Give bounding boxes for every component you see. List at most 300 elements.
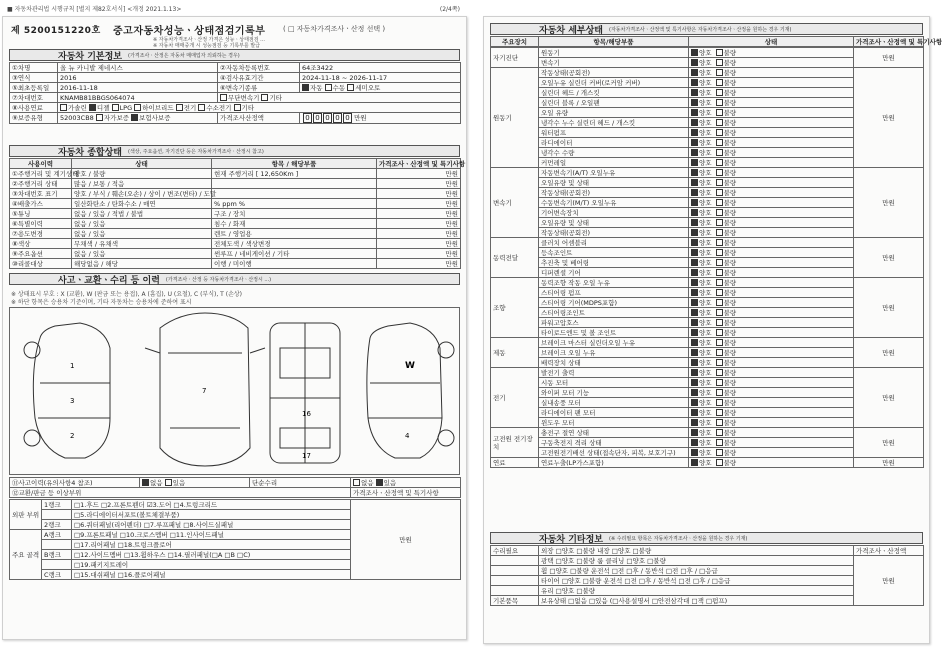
detail-header: 가격조사ㆍ산정액 및 특기사항 xyxy=(854,37,924,47)
state-option: 양호 xyxy=(699,128,712,137)
state-option: 양호 xyxy=(699,418,712,427)
checkbox-icon[interactable] xyxy=(691,139,698,146)
checkbox-icon[interactable] xyxy=(716,199,723,206)
checkbox-icon[interactable] xyxy=(716,99,723,106)
detail-state xyxy=(689,398,854,408)
gearbox-options-2 xyxy=(218,93,461,103)
fuel-option: 전기 xyxy=(183,103,197,112)
checkbox-icon[interactable] xyxy=(176,104,183,111)
state-option: 양호 xyxy=(699,48,712,57)
state-option: 양호 xyxy=(699,178,712,187)
detail-item: 브레이크 마스터 실린더오일 누유 xyxy=(539,338,689,348)
checkbox-icon[interactable] xyxy=(716,149,723,156)
general-row-extra: 만원 xyxy=(377,219,461,229)
state-option: 양호 xyxy=(699,68,712,77)
general-row-value xyxy=(212,189,377,199)
checkbox-icon[interactable] xyxy=(716,349,723,356)
part-number-label: 4 xyxy=(405,432,410,440)
state-option: 불량 xyxy=(723,318,737,327)
fuel-option: 하이브리드 xyxy=(142,103,174,112)
price-digit: 0 xyxy=(313,113,322,123)
checkbox-icon[interactable] xyxy=(691,269,698,276)
detail-state xyxy=(689,428,854,438)
checkbox-icon[interactable] xyxy=(716,249,723,256)
state-option: 양호 xyxy=(699,208,712,217)
checkbox-icon[interactable] xyxy=(691,379,698,386)
detail-state xyxy=(689,298,854,308)
car-name-text: 올 뉴 카니발 xyxy=(60,63,96,72)
state-option: 불량 xyxy=(723,398,737,407)
first-reg-label: ⑤최초등록일 xyxy=(10,83,58,93)
state-option: 불량 xyxy=(723,348,737,357)
part-number-label: 7 xyxy=(202,387,207,395)
checkbox-icon[interactable] xyxy=(691,119,698,126)
detail-state xyxy=(689,238,854,248)
checkbox-icon[interactable] xyxy=(691,189,698,196)
checkbox-icon[interactable] xyxy=(691,289,698,296)
checkbox-icon[interactable] xyxy=(716,309,723,316)
checkbox-icon[interactable] xyxy=(691,169,698,176)
checkbox-icon[interactable] xyxy=(691,129,698,136)
detail-state xyxy=(689,178,854,188)
checkbox-icon[interactable] xyxy=(325,84,332,91)
checkbox-icon[interactable] xyxy=(261,94,268,101)
checkbox-icon[interactable] xyxy=(716,409,723,416)
detail-item: 커먼레일 xyxy=(539,158,689,168)
checkbox-icon[interactable] xyxy=(691,79,698,86)
state-option: 불량 xyxy=(723,448,737,457)
reg-no-value: 64조3422 xyxy=(300,63,461,73)
checkbox-icon[interactable] xyxy=(716,439,723,446)
checkbox-icon[interactable] xyxy=(691,279,698,286)
checkbox-icon[interactable] xyxy=(691,429,698,436)
detail-state xyxy=(689,458,854,468)
checkbox-icon[interactable] xyxy=(234,104,241,111)
section-basic-title: 자동차 기본정보 xyxy=(58,51,122,62)
detail-group-name: 고전원 전기장치 xyxy=(491,428,539,458)
checkbox-icon[interactable] xyxy=(142,479,149,486)
general-row-state: 없음 / 있음 xyxy=(72,219,212,229)
checkbox-icon[interactable] xyxy=(691,329,698,336)
state-option: 양호 xyxy=(699,228,712,237)
general-header: 항목 / 해당부품 xyxy=(212,159,377,169)
acc-items: □15.대쉬패널 □16.플로어패널 xyxy=(72,570,351,580)
acc-rank: 1랭크 xyxy=(42,500,72,510)
checkbox-icon[interactable] xyxy=(716,419,723,426)
checkbox-icon[interactable] xyxy=(302,84,309,91)
vin-value: KNAMB81BBGS064074 xyxy=(58,93,218,103)
checkbox-icon[interactable] xyxy=(691,179,698,186)
checkbox-icon[interactable] xyxy=(198,104,205,111)
checkbox-icon[interactable] xyxy=(691,359,698,366)
state-option: 불량 xyxy=(723,88,737,97)
car-diagram xyxy=(10,308,459,474)
general-row-state: 양호 / 부식 / 훼손(오손) / 상이 / 변조(변타) / 도말 xyxy=(72,189,212,199)
checkbox-icon[interactable] xyxy=(716,239,723,246)
state-option: 양호 xyxy=(699,388,712,397)
detail-row xyxy=(491,458,924,468)
general-row-state: 없음 / 있음 / 적법 / 불법 xyxy=(72,209,212,219)
car-name-sub: 제네시스 xyxy=(97,63,123,72)
checkbox-icon[interactable] xyxy=(716,119,723,126)
section-accident-note: (가격조사ㆍ산정 등 자동차가격조사ㆍ산정시 ...) xyxy=(165,276,272,283)
detail-item: 냉각수 수량 xyxy=(539,148,689,158)
detail-group-name: 조향 xyxy=(491,278,539,338)
checkbox-icon[interactable] xyxy=(691,89,698,96)
state-option: 불량 xyxy=(723,278,737,287)
checkbox-icon[interactable] xyxy=(716,89,723,96)
checkbox-icon[interactable] xyxy=(691,49,698,56)
other-label xyxy=(491,566,539,576)
acc-rank xyxy=(42,510,72,520)
checkbox-icon[interactable] xyxy=(691,99,698,106)
general-header: 가격조사ㆍ산정액 및 특기사항 xyxy=(377,159,461,169)
detail-item: 고전원전기배선 상태(접속단자, 피복, 보호기구) xyxy=(539,448,689,458)
detail-header: 주요장치 xyxy=(491,37,539,47)
checkbox-icon[interactable] xyxy=(691,149,698,156)
state-option: 양호 xyxy=(699,438,712,447)
checkbox-icon[interactable] xyxy=(691,239,698,246)
general-row-state: 일산화탄소 / 탄화수소 / 매연 xyxy=(72,199,212,209)
detail-item: 오일유량 및 상태 xyxy=(539,218,689,228)
general-row-state: 양호 / 불량 xyxy=(72,169,212,179)
checkbox-icon[interactable] xyxy=(716,459,723,466)
general-row-state: 해당없음 / 해당 xyxy=(72,259,212,269)
state-option: 불량 xyxy=(723,308,737,317)
state-option: 불량 xyxy=(723,328,737,337)
state-option: 불량 xyxy=(723,158,737,167)
general-row-extra: 만원 xyxy=(377,249,461,259)
state-option: 불량 xyxy=(723,238,737,247)
state-option: 불량 xyxy=(723,148,737,157)
checkbox-icon[interactable] xyxy=(716,429,723,436)
detail-header: 상태 xyxy=(689,37,854,47)
checkbox-icon[interactable] xyxy=(716,319,723,326)
checkbox-icon[interactable] xyxy=(716,389,723,396)
checkbox-icon[interactable] xyxy=(131,114,138,121)
checkbox-icon[interactable] xyxy=(716,329,723,336)
detail-item: 변속기 xyxy=(539,58,689,68)
checkbox-icon[interactable] xyxy=(691,219,698,226)
general-row-label: ⑧색상 xyxy=(10,239,72,249)
detail-state xyxy=(689,128,854,138)
checkbox-icon[interactable] xyxy=(347,84,354,91)
detail-group-extra: 만원 xyxy=(854,458,924,468)
checkbox-icon[interactable] xyxy=(89,104,96,111)
detail-state xyxy=(689,108,854,118)
state-option: 양호 xyxy=(699,198,712,207)
detail-item: 오일누유 실린더 커버(로커암 커버) xyxy=(539,78,689,88)
checkbox-icon[interactable] xyxy=(691,339,698,346)
detail-item: 스티어링 기어(MDPS포함) xyxy=(539,298,689,308)
acc-rank: A랭크 xyxy=(42,530,72,540)
checkbox-icon[interactable] xyxy=(716,189,723,196)
state-option: 불량 xyxy=(723,358,737,367)
detail-item: 라디에이터 xyxy=(539,138,689,148)
detail-state xyxy=(689,348,854,358)
checkbox-icon[interactable] xyxy=(691,159,698,166)
general-row-extra: 만원 xyxy=(377,169,461,179)
checkbox-icon[interactable] xyxy=(716,159,723,166)
detail-groups xyxy=(490,47,923,468)
general-header: 상태 xyxy=(72,159,212,169)
checkbox-icon[interactable] xyxy=(716,259,723,266)
checkbox-icon[interactable] xyxy=(716,79,723,86)
detail-state xyxy=(689,88,854,98)
state-option: 불량 xyxy=(723,258,737,267)
other-label xyxy=(491,586,539,596)
accident-row1-right xyxy=(351,478,461,488)
checkbox-icon[interactable] xyxy=(691,449,698,456)
checkbox-icon[interactable] xyxy=(716,229,723,236)
checkbox-icon[interactable] xyxy=(353,479,360,486)
state-option: 불량 xyxy=(723,58,737,67)
detail-item: 냉각수 누수 실린더 헤드 / 개스킷 xyxy=(539,118,689,128)
detail-item: 발전기 출력 xyxy=(539,368,689,378)
car-name-label: ①차명 xyxy=(10,63,58,73)
checkbox-icon[interactable] xyxy=(691,249,698,256)
state-option: 양호 xyxy=(699,168,712,177)
detail-state xyxy=(689,118,854,128)
general-row-extra: 만원 xyxy=(377,259,461,269)
state-option: 불량 xyxy=(723,428,737,437)
fuel-options xyxy=(58,103,461,113)
state-option: 양호 xyxy=(699,258,712,267)
checkbox-icon[interactable] xyxy=(716,169,723,176)
detail-state xyxy=(689,68,854,78)
gearbox-option: 기타 xyxy=(269,93,283,102)
state-option: 양호 xyxy=(699,148,712,157)
state-option: 불량 xyxy=(723,338,737,347)
state-option: 불량 xyxy=(723,288,737,297)
detail-item: 오일유량 및 상태 xyxy=(539,178,689,188)
warranty-option: 보험사보증 xyxy=(139,114,171,122)
state-option: 불량 xyxy=(723,118,737,127)
detail-group-name: 제동 xyxy=(491,338,539,368)
detail-item: 워터펌프 xyxy=(539,128,689,138)
detail-state xyxy=(689,268,854,278)
checkbox-icon[interactable] xyxy=(691,59,698,66)
detail-state xyxy=(689,58,854,68)
section-other-info xyxy=(490,532,923,544)
detail-row xyxy=(491,338,924,348)
checkbox-icon[interactable] xyxy=(691,209,698,216)
price-digit: 0 xyxy=(303,113,312,123)
general-row-extra: 만원 xyxy=(377,189,461,199)
damage-mark-w: W xyxy=(405,361,415,371)
state-option: 양호 xyxy=(699,188,712,197)
general-row-value: 침수 / 화재 xyxy=(212,219,377,229)
state-option: 불량 xyxy=(723,418,737,427)
accident-parts-table xyxy=(9,499,461,580)
reg-no-label: ②자동차등록번호 xyxy=(218,63,300,73)
gearbox-option: 무단변속기 xyxy=(228,93,260,102)
checkbox-icon[interactable] xyxy=(691,229,698,236)
state-option: 불량 xyxy=(723,248,737,257)
checkbox-icon[interactable] xyxy=(716,379,723,386)
state-option: 양호 xyxy=(699,318,712,327)
state-option: 불량 xyxy=(723,218,737,227)
checkbox-icon[interactable] xyxy=(716,359,723,366)
state-option: 불량 xyxy=(723,178,737,187)
other-price-label: 가격조사ㆍ산정액 xyxy=(854,546,924,556)
checkbox-icon[interactable] xyxy=(716,129,723,136)
checkbox-icon[interactable] xyxy=(691,399,698,406)
state-option: 불량 xyxy=(723,458,737,467)
detail-group-extra: 만원 xyxy=(854,238,924,278)
section-detail-state xyxy=(490,23,923,35)
acc-items: □1.후드 □2.프론트펜더 ☑3.도어 □4.트렁크리드 xyxy=(72,500,351,510)
detail-item: 구동축전지 격리 상태 xyxy=(539,438,689,448)
checkbox-icon[interactable] xyxy=(691,199,698,206)
checkbox-icon[interactable] xyxy=(134,104,141,111)
checkbox-icon[interactable] xyxy=(716,139,723,146)
checkbox-icon[interactable] xyxy=(691,349,698,356)
state-option: 불량 xyxy=(723,208,737,217)
acc-items: □9.프론트패널 □10.크로스멤버 □11.인사이드패널 xyxy=(72,530,351,540)
checkbox-icon[interactable] xyxy=(691,439,698,446)
checkbox-icon[interactable] xyxy=(716,339,723,346)
checkbox-icon[interactable] xyxy=(60,104,67,111)
acc-items: □17.리어패널 □18.트렁크플로어 xyxy=(72,540,351,550)
state-option: 양호 xyxy=(699,338,712,347)
detail-group-name: 전기 xyxy=(491,368,539,428)
general-row-label: ①주행거리 및 계기상태 xyxy=(10,169,72,179)
detail-state xyxy=(689,48,854,58)
checkbox-icon[interactable] xyxy=(716,449,723,456)
detail-state xyxy=(689,318,854,328)
detail-state xyxy=(689,418,854,428)
state-option: 양호 xyxy=(699,248,712,257)
detail-item: 작동상태(공회전) xyxy=(539,228,689,238)
checkbox-icon[interactable] xyxy=(716,49,723,56)
checkbox-icon[interactable] xyxy=(716,269,723,276)
general-row-state: 없음 / 있음 xyxy=(72,249,212,259)
checkbox-icon[interactable] xyxy=(691,319,698,326)
acc-rank xyxy=(42,560,72,570)
subtitle-note-1: ※ 자동차가격조사ㆍ산정 가격은 성능ㆍ상태점검 ... xyxy=(153,37,265,43)
fuel-option: 가솔린 xyxy=(68,103,87,112)
checkbox-icon[interactable] xyxy=(716,69,723,76)
state-option: 양호 xyxy=(699,398,712,407)
detail-item: 자동변속기(A/T) 오일누유 xyxy=(539,168,689,178)
part-number-label: 17 xyxy=(302,452,311,460)
checkbox-icon[interactable] xyxy=(716,209,723,216)
detail-item: 충전구 절연 상태 xyxy=(539,428,689,438)
checkbox-icon[interactable] xyxy=(691,109,698,116)
detail-state xyxy=(689,278,854,288)
other-label xyxy=(491,576,539,586)
checkbox-icon[interactable] xyxy=(691,299,698,306)
detail-state xyxy=(689,438,854,448)
checkbox-icon[interactable] xyxy=(220,94,227,101)
fuel-option: 디젤 xyxy=(96,103,110,112)
section-detail-title: 자동차 세부상태 xyxy=(539,25,603,36)
checkbox-icon[interactable] xyxy=(691,259,698,266)
other-info-table xyxy=(490,545,924,606)
acc-option: 없음 xyxy=(361,478,374,487)
checkbox-icon[interactable] xyxy=(691,369,698,376)
checkbox-icon[interactable] xyxy=(165,479,172,486)
state-option: 양호 xyxy=(699,308,712,317)
detail-item: 실내송풍 모터 xyxy=(539,398,689,408)
state-option: 양호 xyxy=(699,448,712,457)
general-header: 사용이력 xyxy=(10,159,72,169)
acc-rank: C랭크 xyxy=(42,570,72,580)
state-option: 불량 xyxy=(723,298,737,307)
checkbox-icon[interactable] xyxy=(716,399,723,406)
state-option: 양호 xyxy=(699,358,712,367)
detail-row xyxy=(491,428,924,438)
checkbox-icon[interactable] xyxy=(691,459,698,466)
detail-item: 작동상태(공회전) xyxy=(539,68,689,78)
general-row-value: 구조 / 장치 xyxy=(212,209,377,219)
general-row-value: 전체도색 / 색상변경 xyxy=(212,239,377,249)
checkbox-icon[interactable] xyxy=(716,369,723,376)
checkbox-icon[interactable] xyxy=(716,279,723,286)
detail-item: 시동 모터 xyxy=(539,378,689,388)
checkbox-icon[interactable] xyxy=(716,219,723,226)
state-option: 양호 xyxy=(699,458,712,467)
detail-header: 항목/해당부품 xyxy=(539,37,689,47)
checkbox-icon[interactable] xyxy=(376,479,383,486)
checkbox-icon[interactable] xyxy=(716,289,723,296)
state-option: 불량 xyxy=(723,408,737,417)
acc-group-label: 외판 부위 xyxy=(10,500,42,530)
detail-item: 동력조향 작동 오일 누유 xyxy=(539,278,689,288)
checkbox-icon[interactable] xyxy=(691,309,698,316)
fuel-option: 기타 xyxy=(241,103,255,112)
state-option: 양호 xyxy=(699,368,712,377)
general-row-value: 이행 / 미이행 xyxy=(212,259,377,269)
accident-note-1: ※ 상태표시 부호 : X (교환), W (판금 또는 용접), A (흠집), U (요철), C (부식), T (손상) xyxy=(11,291,243,298)
detail-item: 등속조인트 xyxy=(539,248,689,258)
state-option: 양호 xyxy=(699,58,712,67)
general-row-label: ④배출가스 xyxy=(10,199,72,209)
checkbox-icon[interactable] xyxy=(716,179,723,186)
price-digit: 0 xyxy=(323,113,332,123)
checkbox-icon[interactable] xyxy=(716,109,723,116)
warranty-options xyxy=(58,113,218,124)
section-other-note: (※ 수리필요 항목은 자동차가격조사ㆍ산정을 원하는 경우 기재) xyxy=(609,535,748,542)
detail-group-extra: 만원 xyxy=(854,368,924,428)
detail-item: 오일 유량 xyxy=(539,108,689,118)
detail-state xyxy=(689,198,854,208)
acc-rank: B랭크 xyxy=(42,550,72,560)
state-option: 양호 xyxy=(699,108,712,117)
subtitle-note-2: ※ 자동차 매매중개 시 성능점검 등 기록부를 발급 xyxy=(153,43,261,49)
motor-value: 52003CB8 xyxy=(60,114,94,122)
gearbox-option: 세미오토 xyxy=(355,83,381,92)
document-number: 제 5200151220호 xyxy=(11,26,101,36)
checkbox-icon[interactable] xyxy=(691,409,698,416)
checkbox-icon[interactable] xyxy=(112,104,119,111)
state-option: 양호 xyxy=(699,328,712,337)
detail-item: 원동기 xyxy=(539,48,689,58)
part-number-label: 3 xyxy=(70,397,75,405)
checkbox-icon[interactable] xyxy=(716,59,723,66)
checkbox-icon[interactable] xyxy=(691,389,698,396)
other-items: 보유상태 □없음 □있음 (□사용설명서 □안전삼각대 □잭 □펌프) xyxy=(539,596,854,606)
checkbox-icon[interactable] xyxy=(716,299,723,306)
detail-state xyxy=(689,188,854,198)
checkbox-icon[interactable] xyxy=(691,419,698,426)
state-option: 양호 xyxy=(699,348,712,357)
checkbox-icon[interactable] xyxy=(691,69,698,76)
warranty-option: 자가보증 xyxy=(103,114,130,122)
part-number-label: 1 xyxy=(70,362,75,370)
checkbox-icon[interactable] xyxy=(96,114,103,121)
